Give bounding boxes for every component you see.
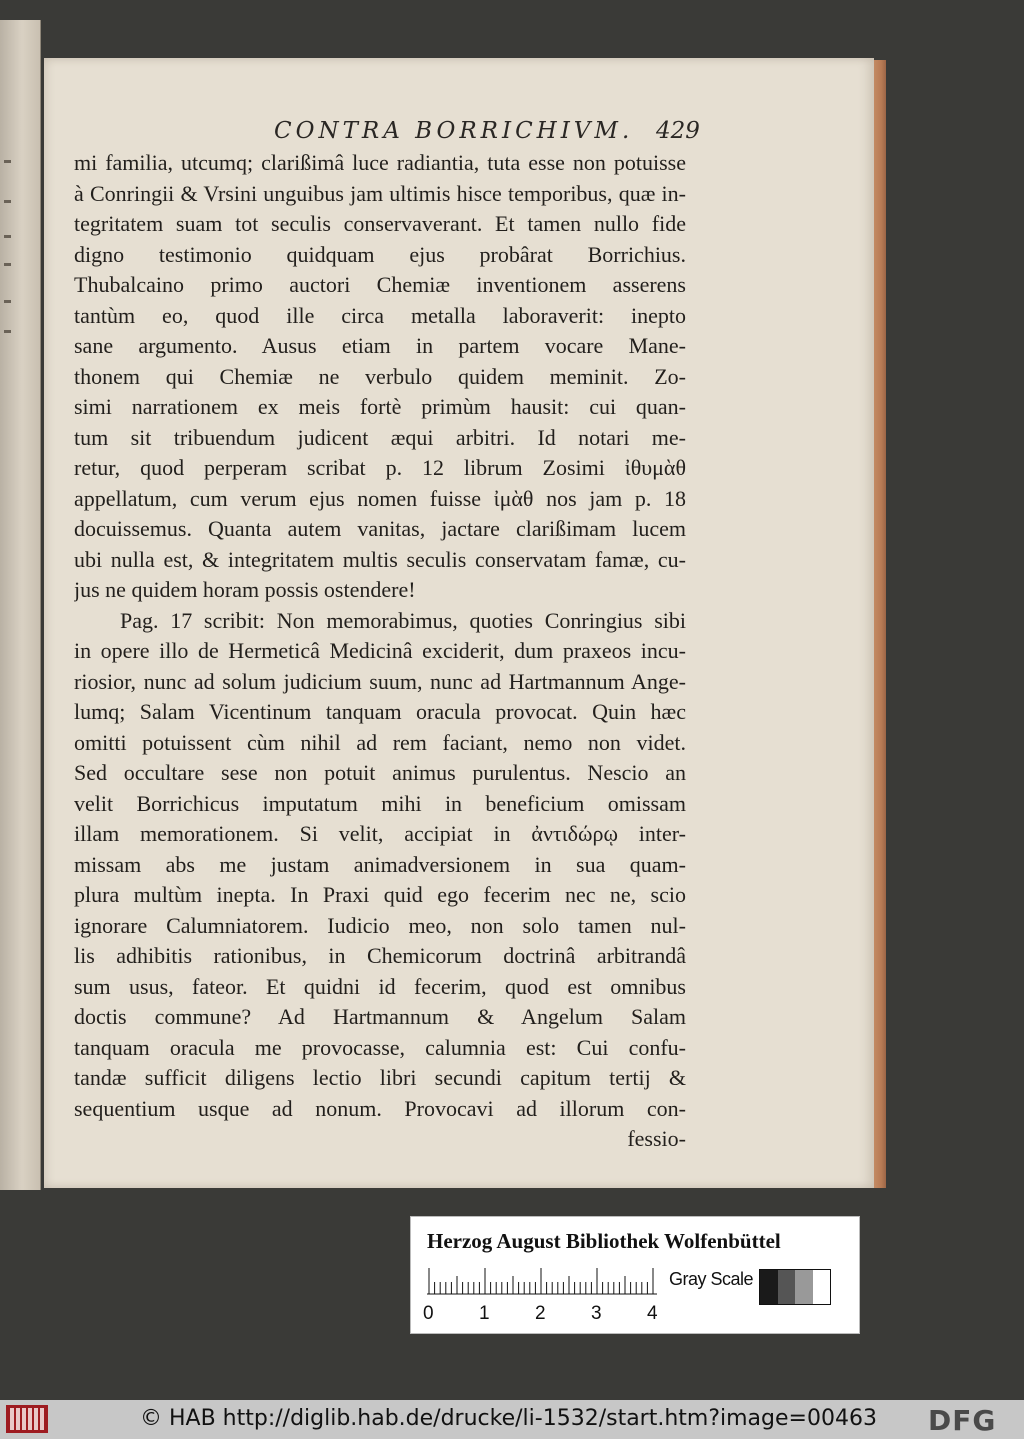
gray-scale-swatches	[759, 1269, 831, 1305]
edge-mark	[4, 263, 11, 266]
ruler-number: 1	[479, 1303, 490, 1324]
text-line: fessio-	[627, 1126, 686, 1151]
text-line: ignorare Calumniatorem. Iudicio meo, non solo tamen nul-	[74, 912, 686, 938]
text-line: plura multùm inepta. In Praxi quid ego fecerim nec ne, scio	[74, 882, 686, 907]
text-line: appellatum, cum verum ejus nomen fuisse ἰμὰθ nos jam p. 18	[74, 485, 686, 511]
gray-swatch	[813, 1270, 831, 1304]
text-line: doctis commune? Ad Hartmannum & Angelum Salam	[74, 1004, 686, 1029]
edge-mark	[4, 200, 11, 203]
text-line: sane argumento. Ausus etiam in partem vocare Mane-	[74, 333, 686, 358]
text-line: docuissemus. Quanta autem vanitas, jactare clarißimam lucem	[74, 516, 686, 541]
page-number: 429	[656, 118, 700, 144]
text-line: retur, quod perperam scribat p. 12 librum Zosimi ἰθυμὰθ	[74, 455, 686, 480]
ruler-number: 2	[535, 1303, 546, 1324]
hab-logo-icon	[6, 1405, 48, 1433]
gray-swatch	[778, 1270, 796, 1304]
ruler-number: 3	[591, 1303, 602, 1324]
text-line: Sed occultare sese non potuit animus purulentus. Nescio an	[74, 760, 686, 785]
text-line: ubi nulla est, & integritatem multis seculis conservatam famæ, cu-	[74, 546, 686, 572]
edge-mark	[4, 330, 11, 333]
text-line: Thubalcaino primo auctori Chemiæ inventionem asserens	[74, 272, 686, 297]
dfg-logo: DFG	[928, 1404, 997, 1437]
text-line: in opere illo de Hermeticâ Medicinâ exciderit, dum praxeos incu-	[74, 638, 686, 663]
text-line: lis adhibitis rationibus, in Chemicorum doctrinâ arbitrandâ	[74, 943, 686, 968]
text-line: digno testimonio quidquam ejus probârat Borrichius.	[74, 241, 686, 267]
text-line: thonem qui Chemiæ ne verbulo quidem meminit. Zo-	[74, 363, 686, 389]
ruler-scale	[427, 1267, 657, 1295]
ruler-number: 0	[423, 1303, 434, 1324]
library-name: Herzog August Bibliothek Wolfenbüttel	[427, 1229, 781, 1253]
text-line: illam memorationem. Si velit, accipiat in ἀντιδώρῳ inter-	[74, 821, 686, 846]
text-line: simi narrationem ex meis fortè primùm hausit: cui quan-	[74, 394, 686, 419]
text-line: tegritatem suam tot seculis conservaverant. Et tamen nullo fide	[74, 211, 686, 236]
page-fore-edge	[874, 60, 886, 1188]
ruler-numbers	[423, 1303, 663, 1327]
text-line: sequentium usque ad nonum. Provocavi ad illorum con-	[74, 1095, 686, 1121]
text-line: sum usus, fateor. Et quidni id fecerim, quod est omnibus	[74, 973, 686, 999]
text-line: jus ne quidem horam possis ostendere!	[74, 577, 416, 602]
gray-scale-label: Gray Scale	[669, 1269, 754, 1289]
footer-bar	[0, 1400, 1024, 1439]
text-line: tum sit tribuendum judicent æqui arbitri. Id notari me-	[74, 424, 686, 450]
text-line: riosior, nunc ad solum judicium suum, nunc ad Hartmannum Ange-	[74, 668, 686, 694]
ruler-number: 4	[647, 1303, 658, 1324]
running-head: CONTRA BORRICHIVM.	[274, 118, 634, 144]
text-line: missam abs me justam animadversionem in sua quam-	[74, 851, 686, 877]
gray-swatch	[760, 1270, 778, 1304]
text-line: tandæ sufficit diligens lectio libri secundi capitum tertij &	[74, 1065, 686, 1090]
book-page	[44, 58, 874, 1188]
text-line: mi familia, utcumq; clarißimâ luce radiantia, tuta esse non potuisse	[74, 150, 686, 175]
edge-mark	[4, 160, 11, 163]
text-block	[74, 148, 686, 1155]
text-line: tantùm eo, quod ille circa metalla laboraverit: inepto	[74, 302, 686, 328]
text-line: velit Borrichicus imputatum mihi in beneficium omissam	[74, 790, 686, 816]
text-line: à Conringii & Vrsini unguibus jam ultimis hisce temporibus, quæ in-	[74, 180, 686, 206]
previous-leaf-edge	[0, 20, 41, 1190]
edge-mark	[4, 300, 11, 303]
text-line: Pag. 17 scribit: Non memorabimus, quoties Conringius sibi	[120, 607, 686, 633]
text-line: omitti potuissent cùm nihil ad rem faciant, nemo non videt.	[74, 729, 686, 755]
edge-mark	[4, 235, 11, 238]
text-line: lumq; Salam Vicentinum tanquam oracula provocat. Quin hæc	[74, 699, 686, 724]
copyright-link[interactable]: © HAB http://diglib.hab.de/drucke/li-1532/start.htm?image=00463	[140, 1406, 877, 1431]
text-line: tanquam oracula me provocasse, calumnia est: Cui confu-	[74, 1034, 686, 1060]
gray-swatch	[795, 1270, 813, 1304]
library-color-chart	[410, 1216, 860, 1334]
